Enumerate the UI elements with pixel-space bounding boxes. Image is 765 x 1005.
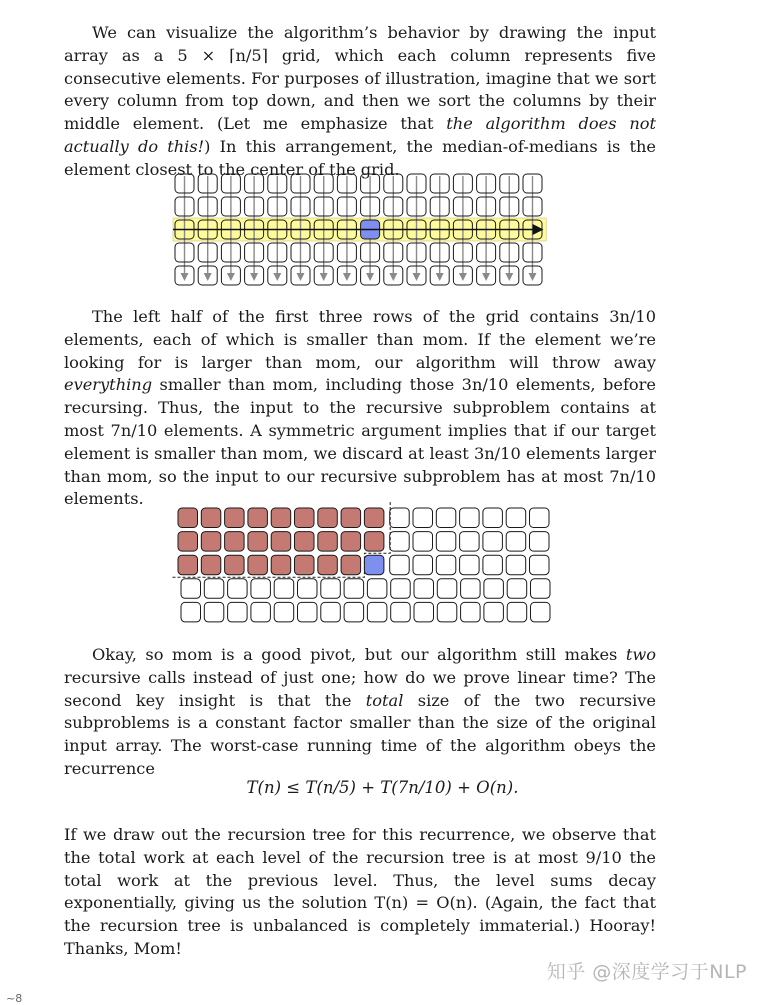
discarded-cell xyxy=(271,555,291,575)
discarded-cell xyxy=(225,532,245,552)
grid-cell xyxy=(506,508,526,528)
grid-cell xyxy=(274,602,294,622)
grid-cell xyxy=(460,555,480,575)
grid-cell xyxy=(390,508,410,528)
grid-cell xyxy=(414,579,434,599)
discarded-cell xyxy=(201,508,221,528)
grid-cell xyxy=(413,508,433,528)
discarded-cell xyxy=(178,532,198,552)
grid-cell xyxy=(274,579,294,599)
grid-cell xyxy=(251,602,271,622)
grid-cell xyxy=(181,602,201,622)
grid-cell xyxy=(530,555,550,575)
grid-cell xyxy=(531,602,551,622)
column-sort-arrowhead xyxy=(505,273,513,281)
grid-cell xyxy=(530,532,550,552)
grid-cell xyxy=(367,579,387,599)
discarded-cell xyxy=(201,555,221,575)
column-sort-arrowhead xyxy=(204,273,212,281)
grid-cell xyxy=(436,555,456,575)
grid-cell xyxy=(204,602,224,622)
grid-cell xyxy=(436,532,456,552)
grid-cell xyxy=(367,602,387,622)
grid-cell xyxy=(506,555,526,575)
grid-cell xyxy=(391,579,411,599)
grid-cell xyxy=(460,508,480,528)
recurrence-equation: T(n) ≤ T(n/5) + T(7n/10) + O(n). xyxy=(246,778,519,797)
discarded-cell xyxy=(341,555,361,575)
discarded-cell xyxy=(341,508,361,528)
grid-cell xyxy=(298,579,318,599)
grid-cell xyxy=(298,602,318,622)
column-sort-arrowhead xyxy=(436,273,444,281)
discarded-cell xyxy=(295,555,315,575)
grid-cell xyxy=(414,602,434,622)
grid-cell xyxy=(461,602,481,622)
grid-cell xyxy=(228,602,248,622)
grid-cell xyxy=(321,579,341,599)
column-sort-arrowhead xyxy=(181,273,189,281)
paragraph-median-argument: The left half of the first three rows of the grid contains 3n/10 elements, each of which is smaller than mom. If the element we’re looking for is larger than mom, our algorithm will throw away everything smaller than mom, including those 3n/10 elements, before recursing. Thus, the input to the recursive subproblem contains at most 7n/10 elements. A symmetric argument implies that if our target element is smaller than mom, we discard at least 3n/10 elements larger than mom, so the input to our recursive subproblem has at most 7n/10 elements. xyxy=(64,307,656,509)
column-sort-arrowhead xyxy=(320,273,328,281)
page-mark: ~8 xyxy=(6,992,23,1005)
grid-cell xyxy=(321,602,341,622)
discarded-cell xyxy=(318,555,338,575)
grid-cell xyxy=(483,532,503,552)
column-sort-arrowhead xyxy=(273,273,281,281)
discarded-cell xyxy=(178,555,198,575)
grid-cell xyxy=(483,508,503,528)
discarded-cell xyxy=(178,508,198,528)
column-sort-arrowhead xyxy=(482,273,490,281)
discarded-cell xyxy=(271,508,291,528)
grid-cell xyxy=(413,532,433,552)
grid-cell xyxy=(344,602,364,622)
column-sort-arrowhead xyxy=(250,273,258,281)
discarded-cell xyxy=(271,532,291,552)
grid-cell xyxy=(204,579,224,599)
discarded-cell xyxy=(201,532,221,552)
column-sort-arrowhead xyxy=(366,273,374,281)
discarded-cell xyxy=(341,532,361,552)
discarded-cell xyxy=(248,508,268,528)
paragraph-recursion-tree: If we draw out the recursion tree for this recurrence, we observe that the total work at each level of the recursion tree is at most 9/10 the total work at the previous level. Thus, the level sums decay exponentially, giving us the solution T(n) = O(n). (Again, the fact that the recursion tree is unbalanced is completely immaterial.) Hooray! Thanks, Mom! xyxy=(64,825,656,958)
column-sort-arrowhead xyxy=(459,273,467,281)
grid-cell xyxy=(530,508,550,528)
discarded-cell xyxy=(225,555,245,575)
grid-cell xyxy=(507,579,527,599)
discarded-cell xyxy=(295,508,315,528)
zhihu-watermark: 知乎 @深度学习于NLP xyxy=(546,961,747,983)
grid-cell xyxy=(506,532,526,552)
grid-cell xyxy=(437,579,457,599)
sorted-columns-grid-figure xyxy=(0,168,765,296)
grid-cell xyxy=(390,555,410,575)
grid-cell xyxy=(507,602,527,622)
discarded-cell xyxy=(318,508,338,528)
discarded-elements-grid-figure xyxy=(0,500,765,632)
grid-cell xyxy=(461,579,481,599)
column-sort-arrowhead xyxy=(297,273,305,281)
paragraph-recursive-calls: Okay, so mom is a good pivot, but our algorithm still makes two recursive calls instead of just one; how do we prove linear time? The second key insight is that the total size of the two recursive subproblems is a constant factor smaller than the size of the original input array. The worst-case running time of the algorithm obeys the recurrence xyxy=(64,645,656,778)
grid-cell xyxy=(436,508,456,528)
grid-cell xyxy=(437,602,457,622)
grid-cell xyxy=(484,602,504,622)
discarded-cell xyxy=(364,508,384,528)
grid-cell xyxy=(181,579,201,599)
discarded-cell xyxy=(225,508,245,528)
discarded-cell xyxy=(364,532,384,552)
grid-cell xyxy=(460,532,480,552)
median-of-medians-cell xyxy=(364,555,384,575)
grid-cell xyxy=(344,579,364,599)
grid-cell xyxy=(390,532,410,552)
column-sort-arrowhead xyxy=(413,273,421,281)
discarded-cell xyxy=(248,532,268,552)
grid-cell xyxy=(391,602,411,622)
grid-cell xyxy=(413,555,433,575)
column-sort-arrowhead xyxy=(227,273,235,281)
discarded-cell xyxy=(295,532,315,552)
paragraph-grid-visualization: We can visualize the algorithm’s behavior by drawing the input array as a 5 × ⌈n/5⌉ grid, which each column represents five consecutive elements. For purposes of illustration, imagine that we sort every column from top down, and then we sort the columns by their middle element. (Let me emphasize that the algorithm does not actually do this!) In this arrangement, the median-of-medians is the element closest to the center of the grid. xyxy=(64,23,656,179)
column-sort-arrowhead xyxy=(529,273,537,281)
grid-cell xyxy=(483,555,503,575)
column-sort-arrowhead xyxy=(389,273,397,281)
grid-cell xyxy=(228,579,248,599)
grid-cell xyxy=(531,579,551,599)
grid-cell xyxy=(484,579,504,599)
discarded-cell xyxy=(248,555,268,575)
column-sort-arrowhead xyxy=(343,273,351,281)
discarded-cell xyxy=(318,532,338,552)
grid-cell xyxy=(251,579,271,599)
